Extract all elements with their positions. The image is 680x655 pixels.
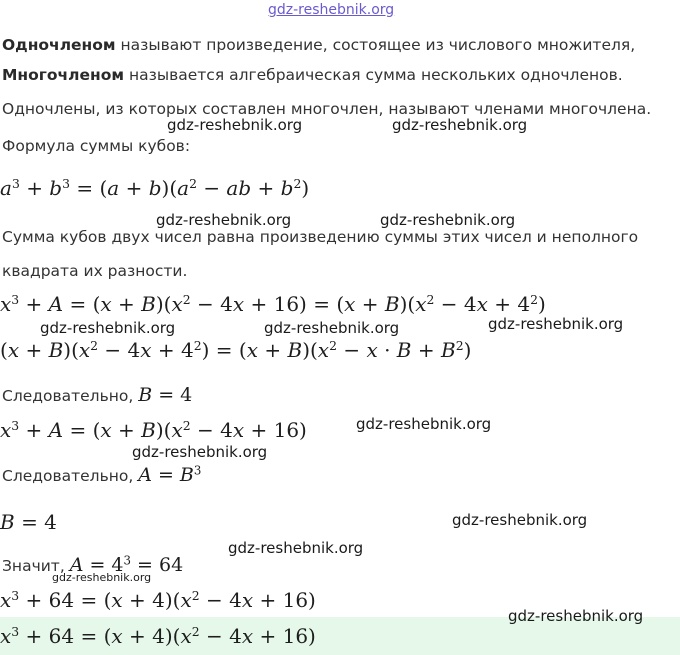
a-equals-b-cubed: $A = B^3$ — [138, 463, 202, 486]
watermark-top: gdz-reshebnik.org — [268, 2, 395, 18]
sum-of-cubes-heading: Формула суммы кубов: — [2, 137, 191, 155]
b-equals-4: B = 4 — [0, 510, 57, 534]
watermark: gdz-reshebnik.org — [508, 607, 644, 625]
equation-2: $(x + B)(x^2 - 4x + 4^2) = (x + B)(x^2 - x \cdot B + B^2)$ — [0, 338, 472, 362]
conclusion-final-label: Значит, — [2, 557, 70, 575]
watermark: gdz-reshebnik.org — [264, 319, 400, 337]
conclusion-b-label: Следовательно, — [2, 387, 139, 405]
watermark-small: gdz-reshebnik.org — [52, 571, 152, 584]
conclusion-a-label: Следовательно, — [2, 467, 139, 485]
watermark: gdz-reshebnik.org — [156, 211, 292, 229]
conclusion-b — [2, 384, 192, 406]
a-value: $A = 4^3 = 64$ — [69, 553, 184, 576]
equation-3: $x^3 + A = (x + B)(x^2 - 4x + 16)$ — [0, 418, 307, 442]
watermark: gdz-reshebnik.org — [392, 116, 528, 134]
equation-4: $x^3 + 64 = (x + 4)(x^2 - 4x + 16)$ — [0, 588, 316, 612]
polynomial-members-text: Одночлены, из которых составлен многочлен, называют членами многочлена. — [2, 100, 652, 118]
definition-monomial-text: называют произведение, состоящее из числового множителя, — [115, 36, 636, 54]
b-value: B = 4 — [138, 384, 193, 406]
watermark: gdz-reshebnik.org — [356, 415, 492, 433]
watermark: gdz-reshebnik.org — [167, 116, 303, 134]
watermark: gdz-reshebnik.org — [380, 211, 516, 229]
term-polynomial: Многочленом — [2, 66, 125, 84]
definition-polynomial-text: называется алгебраическая сумма нескольких одночленов. — [124, 66, 623, 84]
sum-of-cubes-rule-line2: квадрата их разности. — [2, 262, 188, 280]
sum-of-cubes-rule-line1: Сумма кубов двух чисел равна произведению суммы этих чисел и неполного — [2, 228, 639, 246]
term-monomial: Одночленом — [2, 36, 116, 54]
equation-1: $x^3 + A = (x + B)(x^2 - 4x + 16) = (x + B)(x^2 - 4x + 4^2)$ — [0, 292, 546, 316]
conclusion-a — [2, 464, 201, 486]
watermark: gdz-reshebnik.org — [40, 319, 176, 337]
definition-monomial — [2, 36, 635, 54]
final-answer: $x^3 + 64 = (x + 4)(x^2 - 4x + 16)$ — [0, 624, 316, 648]
watermark: gdz-reshebnik.org — [452, 511, 588, 529]
watermark: gdz-reshebnik.org — [488, 315, 624, 333]
sum-of-cubes-formula — [0, 176, 309, 200]
definition-polynomial — [2, 66, 623, 84]
formula-text: $a^3 + b^3 = (a + b)(a^2$ − ab + $b^2$) — [0, 176, 310, 200]
watermark: gdz-reshebnik.org — [228, 539, 364, 557]
watermark: gdz-reshebnik.org — [132, 443, 268, 461]
